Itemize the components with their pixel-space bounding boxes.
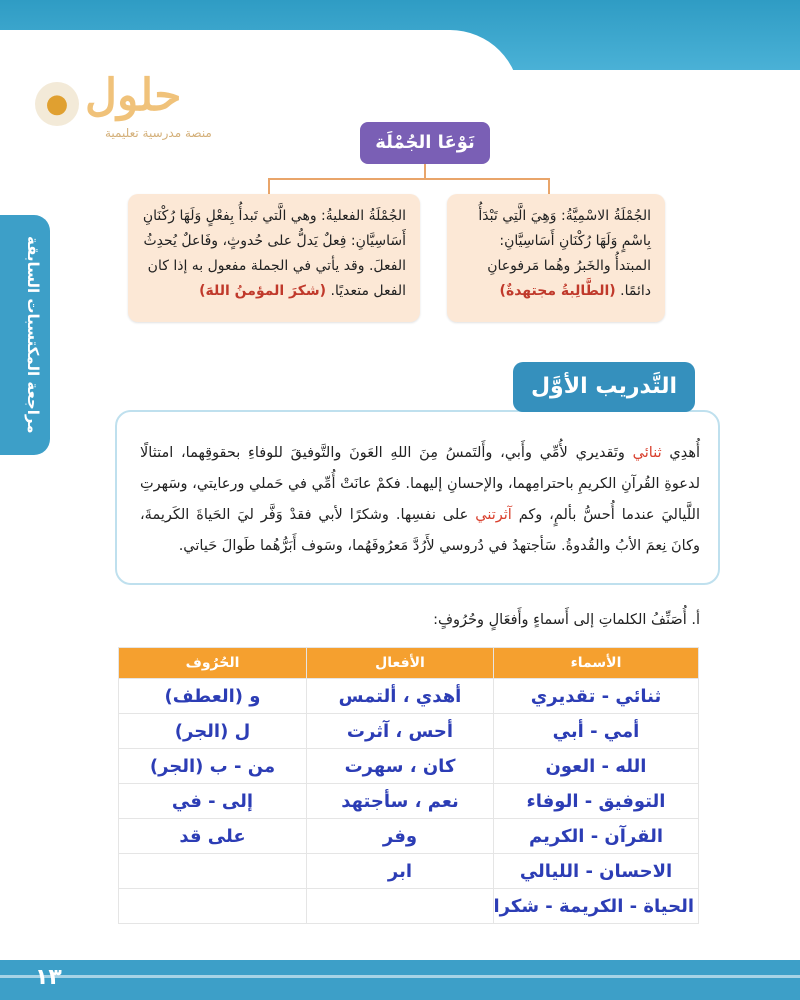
sentence-types-title: نَوْعَا الجُمْلَة (360, 122, 490, 164)
letter-cell (119, 889, 307, 924)
nominal-sentence-card (447, 194, 665, 322)
passage-text: أُهدِي (661, 445, 700, 461)
passage-text: على نفسِها. وشكرًا لأبي فقدْ وَفَّر ليَ الحَياةَ الكَريمةَ، وكانَ نِعمَ الأبُ والقُدوةُ. سَأجتهدُ في دُروسي لأَرُدَّ مَعرُوفَهُما، وسَوف أَبَرُّهُما طَوالَ حَياتي. (140, 507, 700, 554)
letter-cell: من - ب (الجر) (119, 749, 307, 784)
nominal-definition: الجُمْلَةُ الاسْمِيَّةُ: وَهِيَ الَّتِي تَبْدَأُ بِاسْمٍ وَلَهَا رُكْنَانِ أَسَاسِيَّانِ: المبتدأُ والخَبرُ وهُما مَرفوعانِ دائمًا. (478, 208, 651, 299)
table-row (119, 714, 699, 749)
question-prompt: أ. أُصَنِّفُ الكلماتِ إلى أَسماءٍ وأَفعَالٍ وحُرُوفٍ: (433, 612, 700, 628)
connector-line (424, 164, 426, 178)
drill-title: التَّدريب الأوَّل (513, 362, 695, 412)
highlighted-word: ثنائي (632, 445, 662, 461)
letter-cell: و (العطف) (119, 679, 307, 714)
drill-passage (140, 438, 700, 562)
nominal-example: (الطَّالِبةُ مجتهدةٌ) (499, 283, 616, 299)
verbal-sentence-card (128, 194, 420, 322)
side-tab-label: مراجعة المكتسبات السابقة (24, 236, 42, 434)
verbal-example: (شكرَ المؤمنُ اللهَ) (199, 283, 327, 299)
verb-cell: أهدي ، ألتمس (307, 679, 494, 714)
bottom-stripe (0, 975, 800, 978)
passage-text: وتَقديري لأُمِّي وأَبي، وأَلتَمسُ مِنَ اللهِ العَونَ والتَّوفيقَ للوفاءِ بحقوقِهما، امتثالًا لدعوةِ القُرآنِ الكريمِ باحترامِهما، والإحسانِ إليهما. فكمْ عانَتْ أُمِّي في حَملي ورعايتي، وسَهرتِ اللَّياليَ عندما أُحسُّ بألمٍ، وكم (140, 445, 700, 523)
table-row (119, 784, 699, 819)
table-row (119, 819, 699, 854)
logo-text: حلول (85, 70, 182, 121)
verb-cell (307, 889, 494, 924)
noun-cell: الحياة - الكريمة - شكرا (494, 889, 699, 924)
verb-cell: وفر (307, 819, 494, 854)
platform-logo (35, 70, 215, 145)
lightbulb-icon: ● (35, 82, 79, 126)
verb-cell: كان ، سهرت (307, 749, 494, 784)
verb-cell: نعم ، سأجتهد (307, 784, 494, 819)
letter-cell (119, 854, 307, 889)
verb-cell: ابر (307, 854, 494, 889)
connector-line (268, 178, 270, 194)
page-number: ١٣ (35, 965, 62, 990)
header-verbs: الأفعال (307, 648, 494, 679)
bottom-banner (0, 960, 800, 1000)
table-row (119, 854, 699, 889)
noun-cell: القرآن - الكريم (494, 819, 699, 854)
section-side-tab (0, 215, 50, 455)
noun-cell: ثنائي - تقديري (494, 679, 699, 714)
classification-table (118, 647, 699, 924)
noun-cell: أمي - أبي (494, 714, 699, 749)
table-row (119, 679, 699, 714)
table-row (119, 889, 699, 924)
noun-cell: الاحسان - الليالي (494, 854, 699, 889)
logo-subtitle: منصة مدرسية تعليمية (105, 126, 212, 140)
table-row (119, 749, 699, 784)
letter-cell: ل (الجر) (119, 714, 307, 749)
noun-cell: التوفيق - الوفاء (494, 784, 699, 819)
verb-cell: أحس ، آثرت (307, 714, 494, 749)
highlighted-word: آثرتني (475, 507, 512, 523)
table-header-row (119, 648, 699, 679)
connector-line (548, 178, 550, 194)
header-letters: الحُرُوف (119, 648, 307, 679)
noun-cell: الله - العون (494, 749, 699, 784)
header-nouns: الأسماء (494, 648, 699, 679)
verbal-definition: الجُمْلَةُ الفعليةُ: وهي الَّتي تَبدأُ بِفعْلٍ وَلَهَا رُكْنَانِ أَسَاسِيَّانِ: فِعلٌ يَدلُّ على حُدوثٍ، وفَاعلٌ يُحدِثُ الفعلَ. وقد يأتي في الجملة مفعول به إذا كان الفعل متعديًا. (142, 208, 406, 299)
letter-cell: على قد (119, 819, 307, 854)
connector-line (268, 178, 550, 180)
letter-cell: إلى - في (119, 784, 307, 819)
